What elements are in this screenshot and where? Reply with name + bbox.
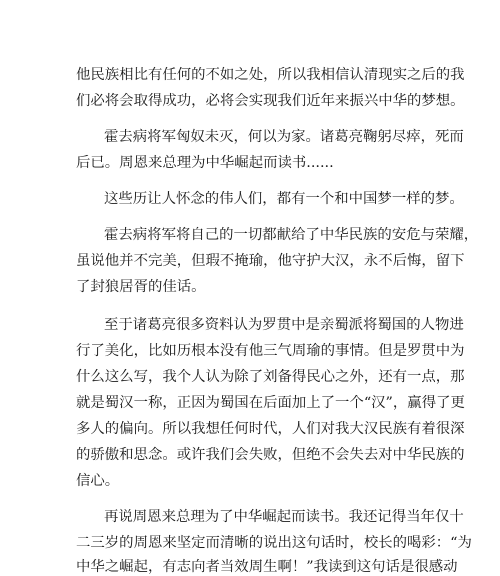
text-line: 们必将会取得成功，必将会实现我们近年来振兴中华的梦想。 xyxy=(76,93,465,109)
text-line: 行了美化，比如历根本没有他三气周瑜的事情。但是罗贯中为 xyxy=(76,343,465,359)
text-line: 后已。周恩来总理为中华崛起而读书...... xyxy=(76,155,334,171)
paragraph-start: 至于诸葛亮很多资料认为罗贯中是亲蜀派将蜀国的人物进 xyxy=(104,317,464,333)
text-line: 中华之崛起，有志向者当效周生啊！”我读到这句话是很感动 xyxy=(76,559,458,575)
text-line: 就是蜀汉一称，正因为蜀国在后面加上了一个“汉”，赢得了更 xyxy=(76,395,465,411)
paragraph-start: 霍去病将军匈奴未灭，何以为家。诸葛亮鞠躬尽瘁，死而 xyxy=(104,129,464,145)
paragraph-start: 再说周恩来总理为了中华崛起而读书。我还记得当年仅十 xyxy=(104,509,464,525)
text-line: 什么这么写，我个人认为除了刘备得民心之外，还有一点，那 xyxy=(76,369,465,385)
text-line: 二三岁的周恩来坚定而清晰的说出这句话时，校长的喝彩：“为 xyxy=(76,535,472,551)
text-line: 虽说他并不完美，但瑕不掩瑜，他守护大汉，永不后悔，留下 xyxy=(76,253,465,269)
text-line: 他民族相比有任何的不如之处，所以我相信认清现实之后的我 xyxy=(76,67,465,83)
paragraph-start: 霍去病将军将自己的一切都献给了中华民族的安危与荣耀， xyxy=(104,227,479,243)
text-line: 信心。 xyxy=(76,473,120,489)
text-line: 的骄傲和思念。或许我们会失败，但绝不会失去对中华民族的 xyxy=(76,447,465,463)
text-line: 了封狼居胥的佳话。 xyxy=(76,279,206,295)
paragraph-start: 这些历让人怀念的伟人们，都有一个和中国梦一样的梦。 xyxy=(104,191,464,207)
text-line: 多人的偏向。所以我想任何时代，人们对我大汉民族有着很深 xyxy=(76,421,465,437)
